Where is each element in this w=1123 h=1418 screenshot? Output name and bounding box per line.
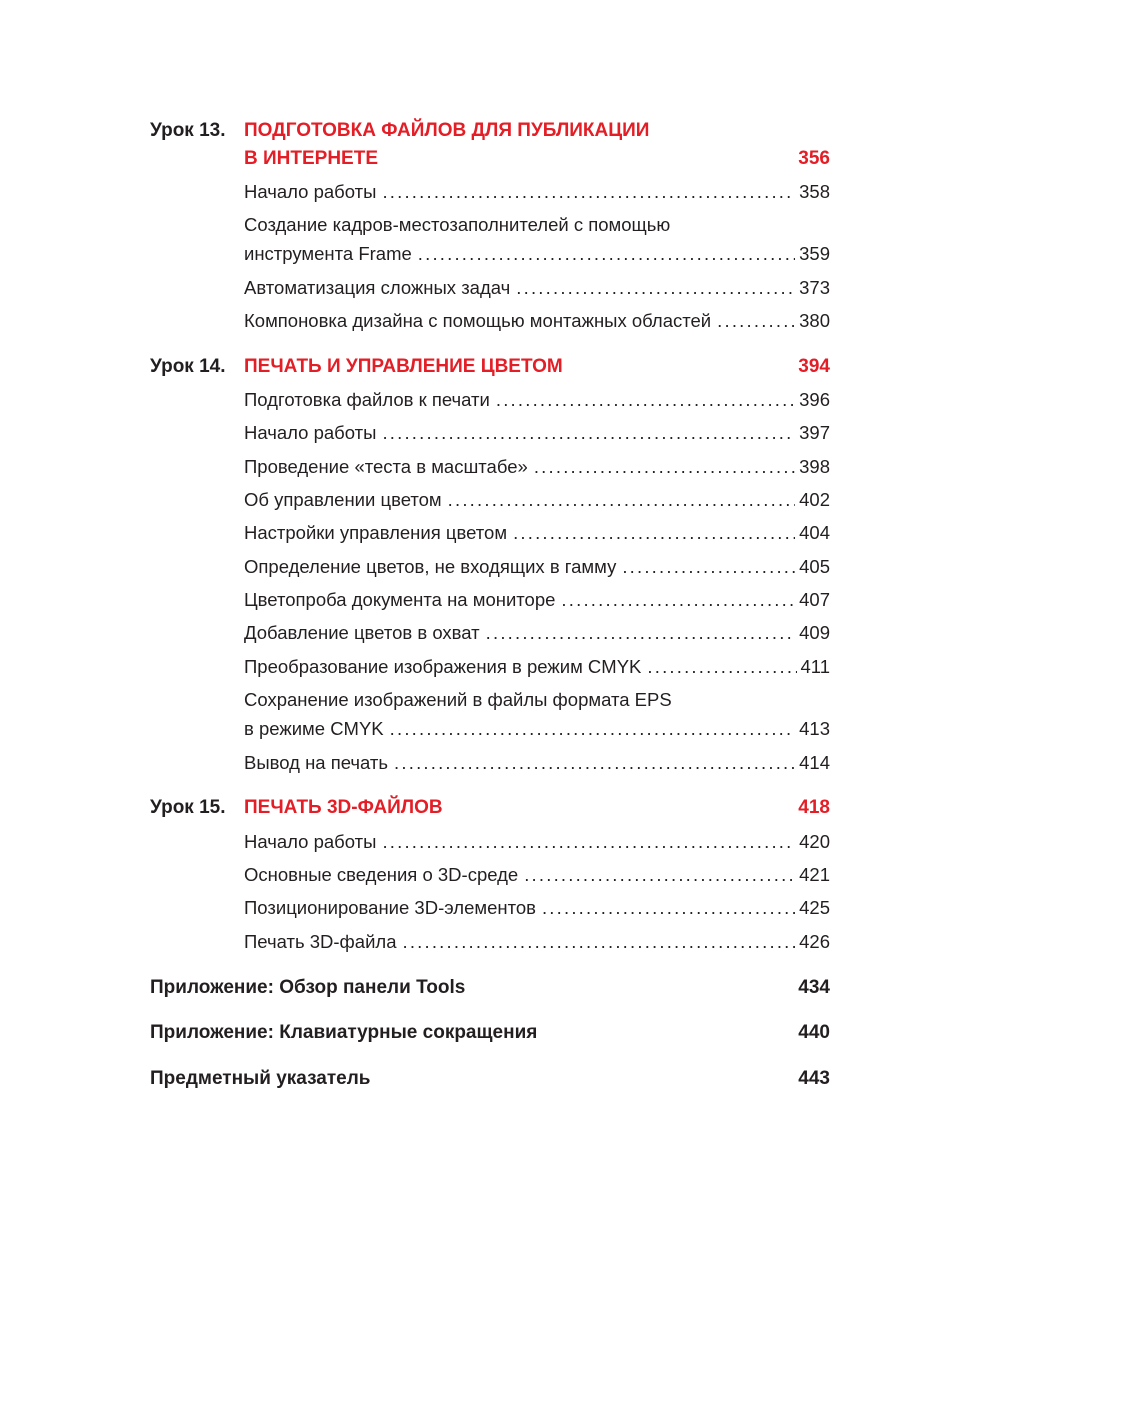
lesson-title: ПЕЧАТЬ 3D-ФАЙЛОВ	[244, 797, 443, 818]
index-entry[interactable]	[150, 1065, 830, 1093]
toc-entry-title: Цветопроба документа на мониторе	[244, 589, 556, 610]
toc-entry[interactable]	[244, 486, 830, 514]
toc-entry[interactable]	[244, 619, 830, 647]
toc-entry-page: 407	[799, 589, 830, 610]
toc-entry-page: 413	[799, 718, 830, 739]
toc-entry-page: 358	[799, 181, 830, 202]
lesson-title: ПЕЧАТЬ И УПРАВЛЕНИЕ ЦВЕТОМ	[244, 356, 563, 377]
dot-leader	[496, 386, 795, 414]
toc-entry-page: 359	[799, 243, 830, 264]
lesson-heading	[150, 794, 830, 824]
dot-leader	[418, 240, 795, 268]
lesson-heading	[150, 353, 830, 383]
toc-entry-page: 411	[800, 656, 830, 677]
toc-entry[interactable]	[244, 453, 830, 481]
toc-entry-page: 397	[799, 422, 830, 443]
toc-entry-page: 426	[799, 931, 830, 952]
toc-entry-title: Основные сведения о 3D-среде	[244, 864, 519, 885]
toc-entry[interactable]	[244, 386, 830, 414]
dot-leader	[382, 419, 795, 447]
lesson-heading	[150, 117, 830, 177]
toc-entry-title: Начало работы	[244, 181, 377, 202]
toc-entry-page: 402	[799, 489, 830, 510]
toc-entry[interactable]	[244, 828, 830, 856]
toc-entry-title: Компоновка дизайна с помощью монтажных областей	[244, 310, 712, 331]
dot-leader	[513, 519, 795, 547]
toc-entry-title: Проведение «теста в масштабе»	[244, 456, 528, 477]
dot-leader	[524, 861, 795, 889]
appendix-entry[interactable]	[150, 1019, 830, 1047]
index-page: 443	[798, 1068, 830, 1089]
toc-entry-title: Об управлении цветом	[244, 489, 442, 510]
appendix-entry[interactable]	[150, 974, 830, 1002]
dot-leader	[622, 553, 795, 581]
toc-entry-page: 373	[799, 277, 830, 298]
dot-leader	[516, 274, 795, 302]
toc-entry-title: Позиционирование 3D-элементов	[244, 897, 536, 918]
toc-entry-page: 409	[799, 622, 830, 643]
toc-entry-title: Определение цветов, не входящих в гамму	[244, 556, 617, 577]
toc-entry-page: 420	[799, 831, 830, 852]
dot-leader	[542, 894, 795, 922]
toc-entry-title: в режиме CMYK	[244, 718, 384, 739]
lesson-number: Урок 15.	[150, 797, 226, 818]
dot-leader	[382, 178, 795, 206]
toc-entry-page: 414	[799, 752, 830, 773]
appendix-title: Приложение: Обзор панели Tools	[150, 977, 466, 998]
dot-leader	[394, 749, 795, 777]
lesson-number: Урок 14.	[150, 356, 226, 377]
dot-leader	[486, 619, 795, 647]
toc-entry-title: Настройки управления цветом	[244, 522, 508, 543]
dot-leader	[448, 486, 795, 514]
toc-entry-title: Автоматизация сложных задач	[244, 277, 511, 298]
toc-entry-page: 425	[799, 897, 830, 918]
lesson-number: Урок 13.	[150, 120, 226, 141]
toc-entry-page: 396	[799, 389, 830, 410]
toc-entry[interactable]	[244, 211, 830, 268]
toc-entry-title: Начало работы	[244, 422, 377, 443]
toc-entry[interactable]	[244, 686, 830, 743]
toc-entry[interactable]	[244, 553, 830, 581]
toc-entry-title-line: Сохранение изображений в файлы формата EPS	[244, 689, 672, 710]
lesson-title: ПОДГОТОВКА ФАЙЛОВ ДЛЯ ПУБЛИКАЦИИ В ИНТЕРНЕТЕ	[244, 120, 650, 169]
lesson-page-number: 394	[798, 356, 830, 377]
appendix-page: 434	[798, 977, 830, 998]
toc-entry-title: Начало работы	[244, 831, 377, 852]
toc-entry[interactable]	[244, 178, 830, 206]
toc-entry[interactable]	[244, 274, 830, 302]
dot-leader	[561, 586, 795, 614]
index-title: Предметный указатель	[150, 1068, 371, 1089]
appendix-page: 440	[798, 1022, 830, 1043]
dot-leader	[717, 307, 795, 335]
toc-entry[interactable]	[244, 586, 830, 614]
lesson-page-number: 418	[798, 797, 830, 818]
toc-entry[interactable]	[244, 894, 830, 922]
dot-leader	[390, 715, 795, 743]
dot-leader	[534, 453, 795, 481]
toc-entry-title: Подготовка файлов к печати	[244, 389, 490, 410]
toc-entry[interactable]	[244, 653, 830, 681]
toc-entry[interactable]	[244, 861, 830, 889]
appendix-title: Приложение: Клавиатурные сокращения	[150, 1022, 538, 1043]
toc-entry-title: инструмента Frame	[244, 243, 412, 264]
toc-entry-page: 421	[799, 864, 830, 885]
toc-entry[interactable]	[244, 749, 830, 777]
toc-entry-page: 398	[799, 456, 830, 477]
toc-entry-title: Вывод на печать	[244, 752, 389, 773]
toc-entry-title: Добавление цветов в охват	[244, 622, 480, 643]
dot-leader	[647, 653, 796, 681]
lesson-page-number: 356	[798, 148, 830, 169]
toc-entry-page: 404	[799, 522, 830, 543]
toc-entry-page: 405	[799, 556, 830, 577]
dot-leader	[382, 828, 795, 856]
toc-entry[interactable]	[244, 928, 830, 956]
toc-entry[interactable]	[244, 307, 830, 335]
toc-entry-page: 380	[799, 310, 830, 331]
dot-leader	[402, 928, 795, 956]
toc-entry-title: Преобразование изображения в режим CMYK	[244, 656, 642, 677]
toc-entry-title-line: Создание кадров-местозаполнителей с помощью	[244, 214, 671, 235]
toc-entry-title: Печать 3D-файла	[244, 931, 397, 952]
toc-entry[interactable]	[244, 519, 830, 547]
toc-entry[interactable]	[244, 419, 830, 447]
